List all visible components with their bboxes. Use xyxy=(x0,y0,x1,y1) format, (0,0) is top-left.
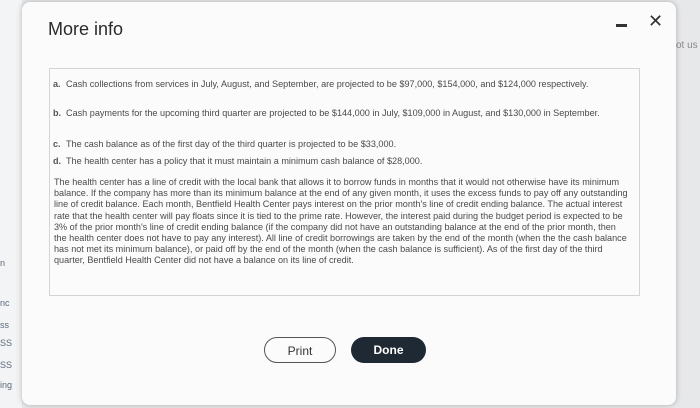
background-fragment: ss xyxy=(0,320,9,330)
background-sidebar xyxy=(0,0,22,408)
background-fragment: n xyxy=(0,258,6,268)
item-text: The health center has a policy that it must maintain a minimum cash balance of $28,000. xyxy=(66,156,423,166)
close-icon[interactable]: ✕ xyxy=(648,11,664,31)
minimize-icon[interactable] xyxy=(616,24,627,27)
background-text: ot us xyxy=(676,40,698,51)
dialog-title: More info xyxy=(48,19,124,39)
item-letter: c. xyxy=(53,139,61,149)
item-letter: d. xyxy=(53,156,62,166)
item-text: Cash payments for the upcoming third quarter are projected to be $144,000 in July, $109,000 in August, and $130,000 in September. xyxy=(66,108,600,118)
background-fragment: nc xyxy=(0,298,10,308)
background-fragment: SS xyxy=(0,338,13,348)
background-fragment: ing xyxy=(0,380,13,390)
info-content-box xyxy=(49,68,640,296)
item-text: The cash balance as of the first day of the third quarter is projected to be $33,000. xyxy=(66,139,397,149)
item-text: Cash collections from services in July, August, and September, are projected to be $97,000, $154,000, and $124,000 respectively. xyxy=(66,79,589,89)
credit-line-paragraph: The health center has a line of credit with the local bank that allows it to borrow funds in months that it would not otherwise have its minimum balance. If the company has more than its minimum balance at the end of any given month, it uses the excess funds to pay off any outstanding line of credit balance. Each month, Bentfield Health Center pays interest on the prior month's line of credit ending balance. The actual interest rate that the health center will pay floats since it is tied to the prime rate. However, the interest paid during the budget period is expected to be 3% of the prior month's line of credit ending balance (if the company did not have an outstanding balance at the end of the prior month, then the health center does not have to pay any interest). All line of credit borrowings are taken by the end of the month (when the the cash balance has not met its minimum balance), or paid off by the end of the month (when the cash balance is sufficient). As of the first day of the third quarter, Bentfield Health Center did not have a balance on its line of credit. xyxy=(54,177,628,266)
background-fragment: SS xyxy=(0,360,13,370)
item-letter: b. xyxy=(53,108,62,118)
more-info-dialog xyxy=(22,2,676,405)
print-button[interactable]: Print xyxy=(264,337,336,363)
item-letter: a. xyxy=(53,79,61,89)
done-button[interactable]: Done xyxy=(351,337,426,363)
